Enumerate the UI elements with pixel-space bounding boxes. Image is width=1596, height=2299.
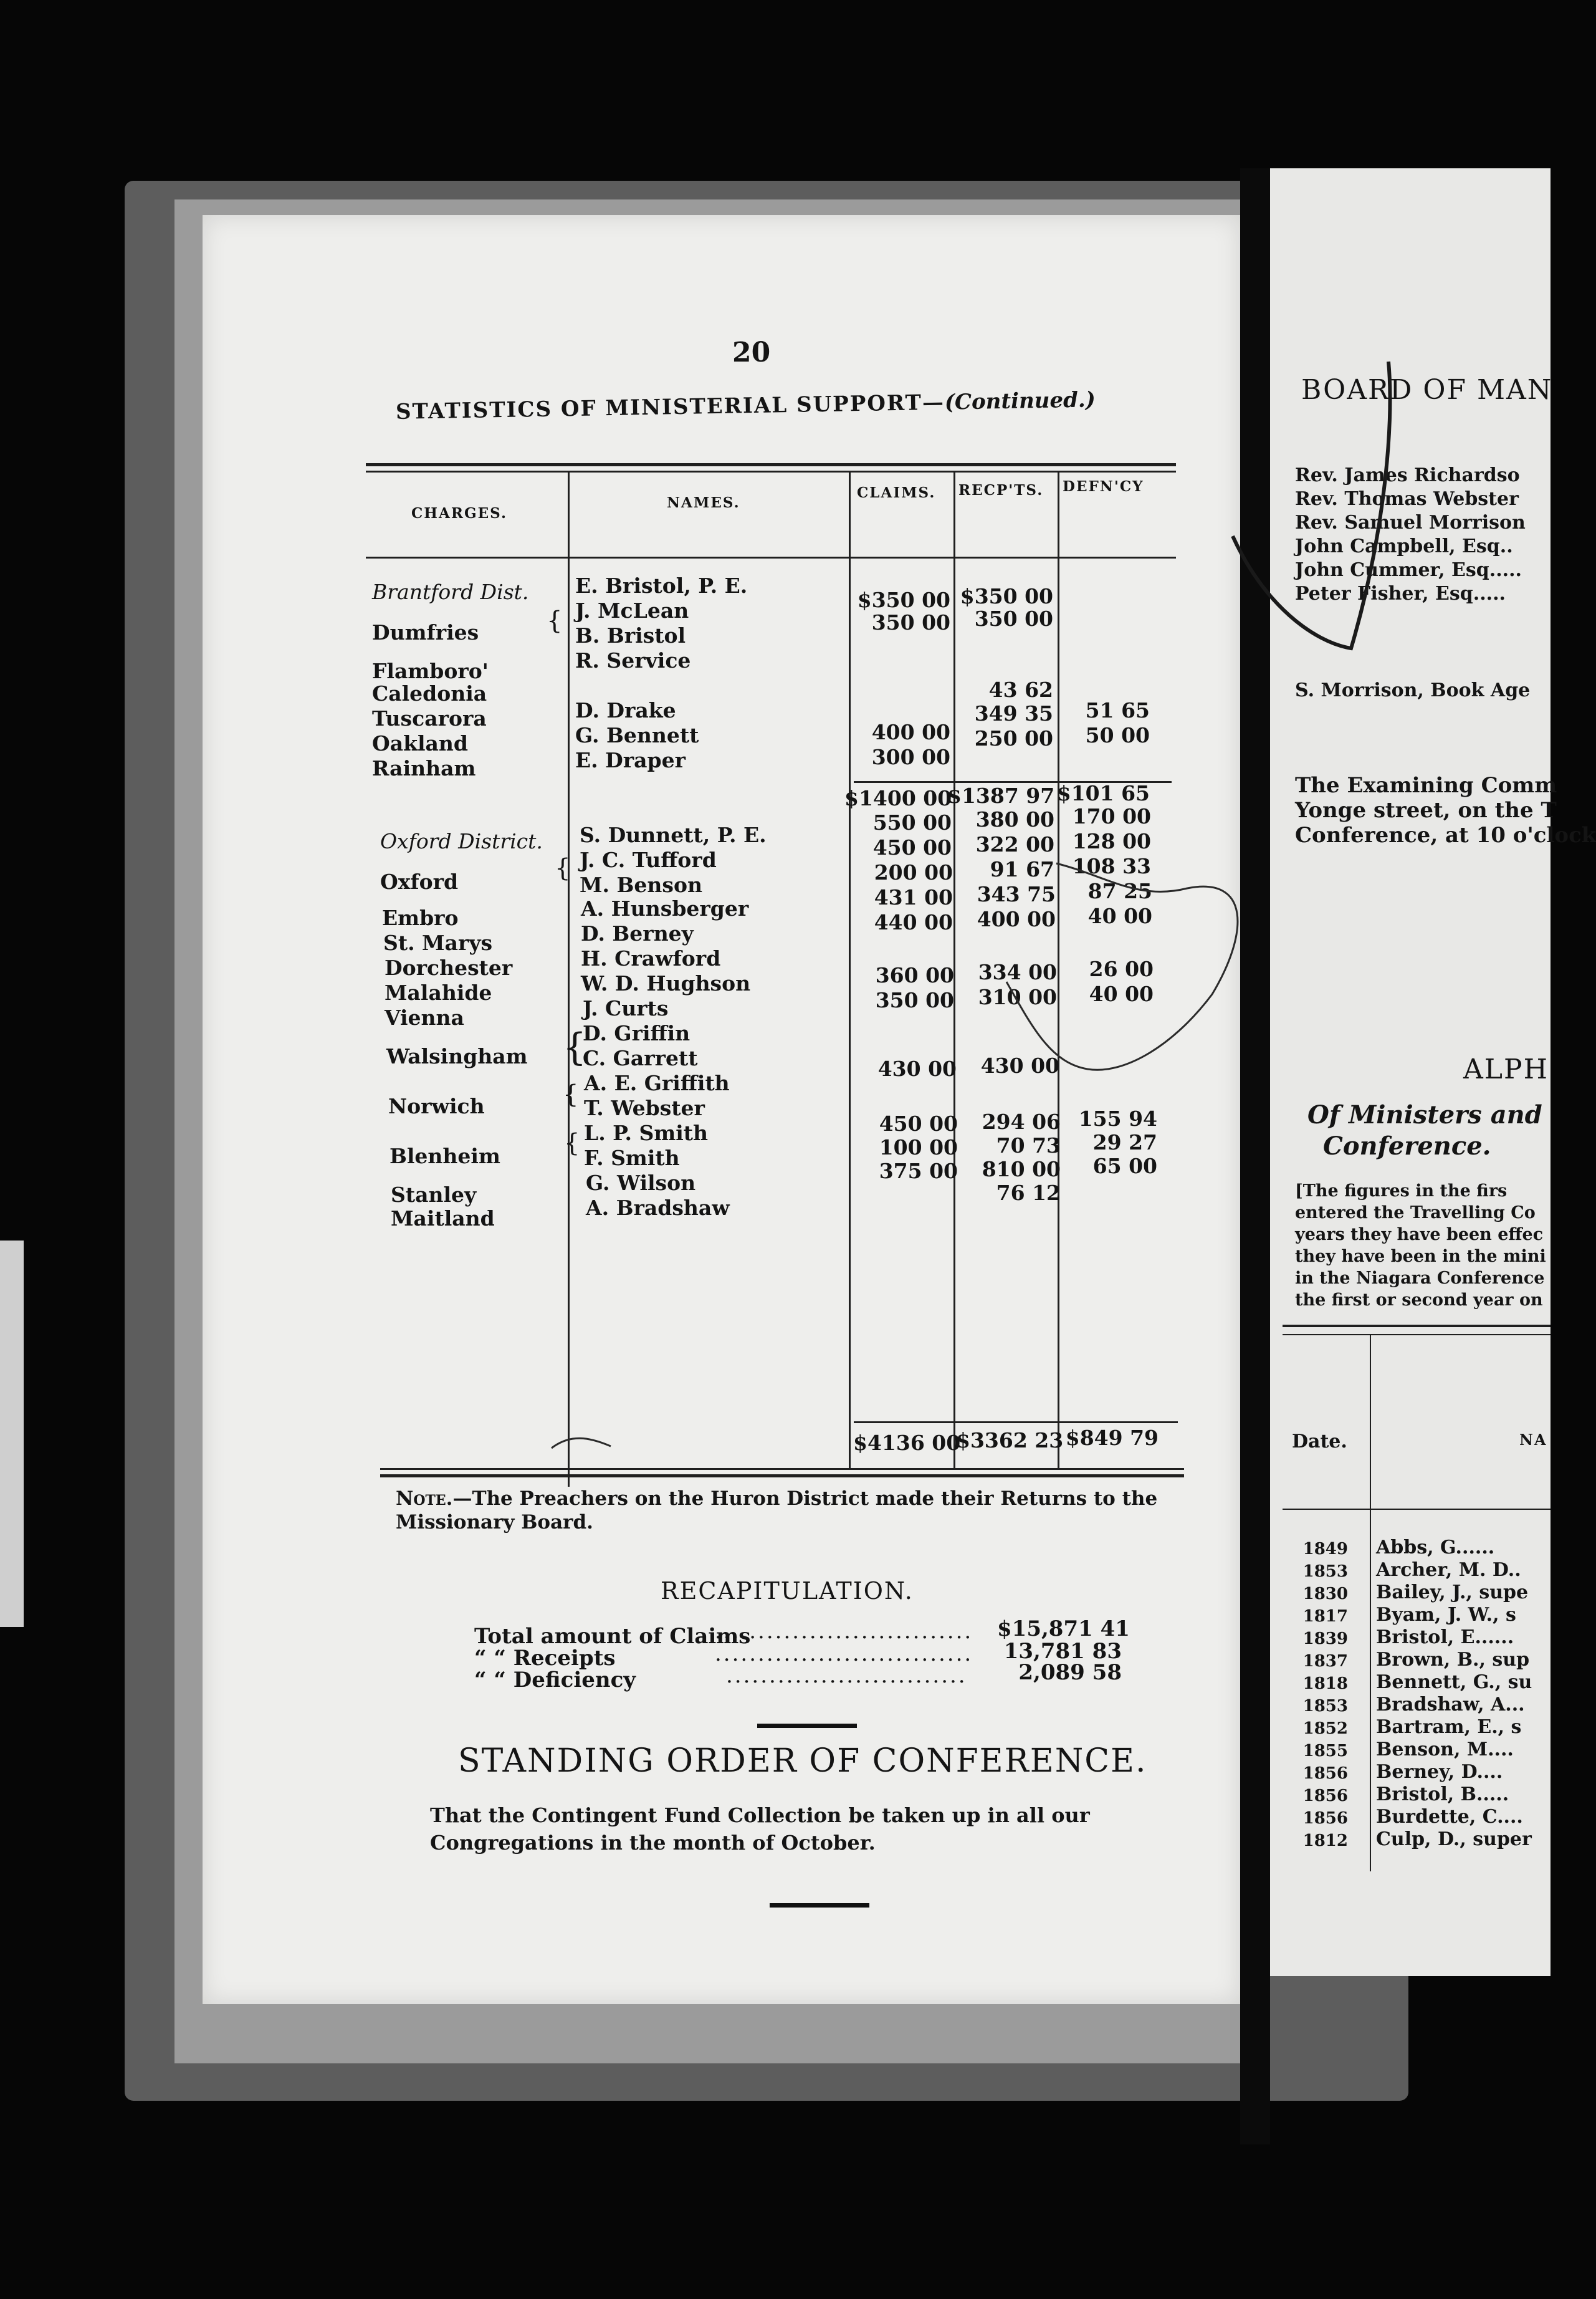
deficiency-value: 155 94	[1078, 1106, 1157, 1131]
figures-note-line: in the Niagara Conference	[1295, 1269, 1545, 1288]
list-year: 1839	[1302, 1629, 1348, 1648]
board-member: John Campbell, Esq..	[1295, 535, 1513, 557]
name-g-wilson: G. Wilson	[586, 1171, 696, 1195]
note-body: —The Preachers on the Huron District made their Returns to the Missionary Board.	[396, 1487, 1158, 1533]
brantford-total-claims: $1400 00	[844, 786, 952, 810]
list-name: Bradshaw, A...	[1376, 1694, 1525, 1716]
book-agent-line: S. Morrison, Book Age	[1295, 679, 1531, 701]
huron-note	[396, 1487, 1218, 1534]
receipt-value: 343 75	[977, 882, 1056, 906]
col-header-charges: CHARGES.	[411, 505, 507, 522]
recap-claims-value: $15,871 41	[997, 1616, 1130, 1641]
charge-dorchester: Dorchester	[385, 956, 513, 980]
standing-order-body: That the Contingent Fund Collection be taken up in all our Congregations in the month of October.	[430, 1803, 1090, 1855]
grand-total-claims: $4136 00	[853, 1431, 961, 1455]
charge-brantford-district: Brantford Dist.	[372, 580, 529, 604]
figures-note-line: they have been in the mini	[1295, 1247, 1546, 1266]
note-lead: Note.	[396, 1487, 453, 1510]
exam-line: Yonge street, on the T	[1295, 798, 1557, 823]
exam-line: Conference, at 10 o'clock	[1295, 823, 1596, 848]
deficiency-value: 108 33	[1072, 854, 1151, 878]
charge-blenheim: Blenheim	[389, 1144, 500, 1168]
name-h-crawford: H. Crawford	[581, 946, 721, 971]
col-header-deficiency: DEFN'CY	[1063, 478, 1144, 495]
receipt-value: 76 12	[996, 1181, 1061, 1205]
list-year: 1855	[1302, 1742, 1348, 1760]
recap-deficiency-label: “ “ Deficiency	[474, 1668, 636, 1692]
left-page	[203, 215, 1240, 2004]
list-year: 1856	[1302, 1787, 1348, 1805]
receipt-value: 250 00	[974, 726, 1053, 751]
board-member: Peter Fisher, Esq.....	[1295, 583, 1506, 605]
pencil-loop	[1006, 863, 1238, 1070]
charge-oakland: Oakland	[372, 731, 468, 756]
list-name: Bartram, E., s	[1376, 1716, 1522, 1738]
name-a-bradshaw: A. Bradshaw	[586, 1196, 730, 1220]
brace: {	[564, 1129, 580, 1158]
claim-value: 400 00	[871, 720, 950, 744]
receipt-value: 380 00	[975, 807, 1054, 832]
deficiency-value: 128 00	[1072, 829, 1151, 853]
name-t-webster: T. Webster	[584, 1096, 705, 1120]
page-title-continued: (Continued.)	[944, 387, 1096, 415]
charge-oxford: Oxford	[380, 870, 459, 894]
name-m-benson: M. Benson	[580, 873, 702, 897]
receipt-value: 400 00	[977, 907, 1056, 931]
name-e-draper: E. Draper	[575, 748, 686, 772]
brantford-total-deficiency: $101 65	[1056, 781, 1150, 805]
charge-vienna: Vienna	[385, 1006, 464, 1030]
grand-total-deficiency: $849 79	[1065, 1426, 1159, 1450]
receipt-value: 350 00	[974, 607, 1053, 631]
receipt-value: 430 00	[980, 1054, 1059, 1078]
list-name: Byam, J. W., s	[1376, 1604, 1516, 1626]
list-year: 1853	[1302, 1562, 1348, 1581]
recap-receipts-label: “ “ Receipts	[474, 1646, 616, 1671]
receipt-value: $350 00	[960, 584, 1053, 608]
name-w-d-hughson: W. D. Hughson	[581, 971, 751, 996]
recap-claims-label: Total amount of Claims	[474, 1624, 751, 1649]
list-year: 1818	[1302, 1674, 1348, 1693]
claim-value: 350 00	[871, 610, 950, 635]
list-name: Culp, D., super	[1376, 1828, 1532, 1850]
name-e-bristol: E. Bristol, P. E.	[575, 574, 748, 598]
name-c-garrett: C. Garrett	[583, 1046, 698, 1070]
section-rule	[770, 1903, 869, 1908]
charge-embro: Embro	[382, 906, 459, 930]
col-header-claims: CLAIMS.	[857, 484, 936, 501]
list-year: 1852	[1302, 1719, 1348, 1738]
list-year: 1830	[1302, 1585, 1348, 1603]
claim-value: 360 00	[875, 963, 954, 987]
list-name: Bristol, E......	[1376, 1626, 1514, 1648]
recap-deficiency-value: 2,089 58	[1018, 1660, 1122, 1685]
charge-st-marys: St. Marys	[383, 931, 493, 955]
date-col-header: Date.	[1292, 1431, 1347, 1452]
list-name: Bristol, B.....	[1376, 1783, 1509, 1805]
charge-walsingham: Walsingham	[386, 1044, 528, 1068]
charge-maitland: Maitland	[391, 1206, 495, 1231]
deficiency-value: 40 00	[1089, 982, 1154, 1006]
leader-dots: ..............................	[715, 1619, 973, 1644]
name-j-c-tufford: J. C. Tufford	[580, 848, 717, 872]
deficiency-value: 65 00	[1092, 1154, 1157, 1178]
name-j-curts: J. Curts	[583, 996, 669, 1020]
leader-dots: ............................	[726, 1663, 967, 1688]
receipt-value: 310 00	[978, 985, 1057, 1009]
figures-note-line: [The figures in the firs	[1295, 1181, 1508, 1201]
name-d-drake: D. Drake	[575, 698, 676, 722]
name-f-smith: F. Smith	[584, 1146, 680, 1170]
charge-tuscarora: Tuscarora	[372, 706, 487, 731]
claim-value: 350 00	[875, 988, 954, 1012]
brace: {	[555, 854, 571, 883]
list-year: 1837	[1302, 1652, 1348, 1671]
recap-heading: RECAPITULATION.	[661, 1577, 914, 1605]
charge-malahide: Malahide	[385, 981, 492, 1005]
name-col-header: NA	[1519, 1431, 1547, 1449]
alphabetical-subtitle: Conference.	[1323, 1131, 1491, 1161]
receipt-value: 70 73	[996, 1133, 1061, 1158]
list-name: Berney, D....	[1376, 1761, 1503, 1783]
leader-dots: ..............................	[715, 1641, 973, 1666]
figures-note-line: years they have been effec	[1295, 1225, 1544, 1244]
brace: {	[563, 1080, 579, 1109]
receipt-value: 294 06	[982, 1110, 1061, 1134]
board-member: Rev. James Richardso	[1295, 464, 1520, 486]
standing-order-heading: STANDING ORDER OF CONFERENCE.	[458, 1742, 1147, 1780]
pencil-bracket	[1270, 168, 1551, 729]
list-name: Benson, M....	[1376, 1739, 1514, 1760]
claim-value: $350 00	[857, 588, 950, 612]
name-a-e-griffith: A. E. Griffith	[584, 1071, 730, 1095]
binding-strip	[0, 1241, 24, 1627]
list-name: Abbs, G......	[1376, 1537, 1495, 1558]
charge-dumfries: Dumfries	[372, 620, 479, 645]
receipt-value: 349 35	[974, 701, 1053, 726]
brace: {	[563, 1025, 587, 1069]
list-name: Bailey, J., supe	[1376, 1581, 1529, 1603]
deficiency-value: 51 65	[1085, 698, 1150, 722]
list-year: 1849	[1302, 1540, 1348, 1558]
deficiency-value: 170 00	[1072, 804, 1151, 828]
name-d-berney: D. Berney	[581, 921, 694, 946]
name-d-griffin: D. Griffin	[583, 1021, 690, 1045]
receipt-value: 810 00	[982, 1157, 1061, 1181]
list-header-rule	[1283, 1509, 1551, 1510]
board-heading: BOARD OF MAN	[1301, 374, 1553, 406]
exam-line: The Examining Comm	[1295, 773, 1557, 798]
receipt-value: 91 67	[990, 857, 1054, 881]
receipt-value: 334 00	[978, 960, 1057, 984]
pencil-annotations	[203, 215, 1240, 2004]
name-r-service: R. Service	[575, 648, 691, 673]
page-number: 20	[732, 337, 771, 368]
receipt-value: 322 00	[975, 832, 1054, 857]
charge-flamboro: Flamboro'	[372, 659, 489, 683]
board-member: Rev. Samuel Morrison	[1295, 512, 1526, 534]
recap-receipts-value: 13,781 83	[1003, 1639, 1122, 1664]
claim-value: 430 00	[877, 1057, 957, 1081]
book-gutter	[1240, 168, 1270, 2144]
claim-value: 550 00	[872, 810, 952, 835]
name-j-mclean: J. McLean	[575, 598, 689, 623]
deficiency-value: 26 00	[1089, 957, 1154, 981]
deficiency-value: 40 00	[1087, 904, 1152, 928]
claim-value: 440 00	[874, 910, 953, 934]
list-year: 1856	[1302, 1764, 1348, 1783]
list-name: Burdette, C....	[1376, 1806, 1523, 1828]
claim-value: 300 00	[871, 745, 950, 769]
charge-stanley: Stanley	[391, 1183, 477, 1207]
deficiency-value: 29 27	[1092, 1130, 1157, 1154]
charge-rainham: Rainham	[372, 756, 476, 780]
alphabetical-heading: ALPH	[1463, 1054, 1549, 1085]
list-year: 1856	[1302, 1809, 1348, 1828]
list-name: Brown, B., sup	[1376, 1649, 1530, 1671]
claim-value: 200 00	[874, 860, 953, 885]
list-top-rule-thin	[1283, 1334, 1551, 1335]
charge-norwich: Norwich	[388, 1094, 485, 1118]
brace: {	[547, 607, 563, 635]
name-a-hunsberger: A. Hunsberger	[581, 896, 749, 921]
list-year: 1817	[1302, 1607, 1348, 1626]
brantford-total-receipts: $1387 97	[947, 784, 1055, 808]
list-year: 1812	[1302, 1831, 1348, 1850]
section-rule	[757, 1724, 857, 1728]
deficiency-value: 50 00	[1085, 723, 1150, 747]
alphabetical-subtitle: Of Ministers and	[1307, 1100, 1542, 1130]
name-s-dunnett: S. Dunnett, P. E.	[580, 823, 767, 847]
charge-caledonia: Caledonia	[372, 681, 487, 706]
claim-value: 450 00	[872, 835, 952, 860]
claim-value: 100 00	[879, 1135, 958, 1159]
pencil-mark	[552, 1438, 611, 1448]
grand-total-receipts: $3362 23	[956, 1428, 1064, 1452]
list-name: Bennett, G., su	[1376, 1671, 1532, 1693]
page-title-main: STATISTICS OF MINISTERIAL SUPPORT—	[395, 390, 945, 425]
name-l-p-smith: L. P. Smith	[584, 1121, 709, 1145]
col-header-names: NAMES.	[667, 494, 740, 511]
claim-value: 450 00	[879, 1111, 958, 1136]
figures-note-line: the first or second year on	[1295, 1290, 1543, 1310]
figures-note-line: entered the Travelling Co	[1295, 1203, 1536, 1222]
list-col-divider	[1370, 1335, 1371, 1871]
name-b-bristol: B. Bristol	[575, 623, 686, 648]
receipt-value: 43 62	[988, 678, 1053, 702]
col-header-receipts: RECP'TS.	[958, 482, 1044, 499]
list-name: Archer, M. D..	[1376, 1559, 1521, 1581]
name-g-bennett: G. Bennett	[575, 723, 699, 747]
claim-value: 431 00	[874, 885, 953, 910]
charge-oxford-district: Oxford District.	[380, 829, 543, 853]
board-member: John Cummer, Esq.....	[1295, 559, 1522, 581]
deficiency-value: 87 25	[1087, 879, 1152, 903]
claim-value: 375 00	[879, 1159, 958, 1183]
board-member: Rev. Thomas Webster	[1295, 488, 1519, 510]
list-year: 1853	[1302, 1697, 1348, 1716]
right-page	[1270, 168, 1596, 1976]
list-top-rule	[1283, 1325, 1551, 1327]
